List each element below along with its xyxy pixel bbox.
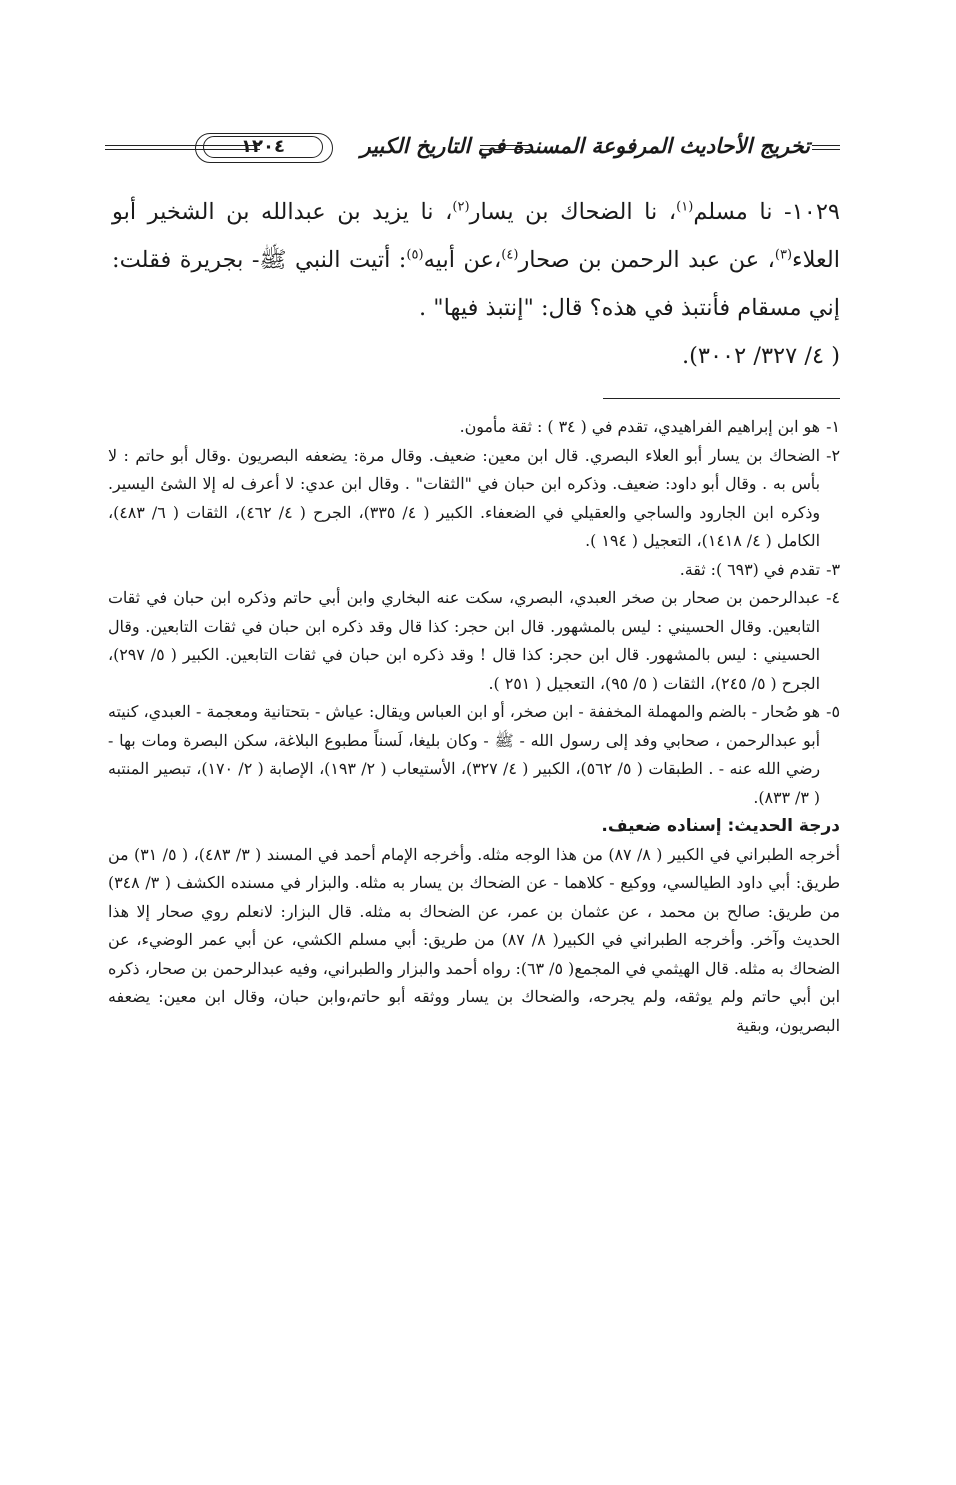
header-rule-middle: [480, 145, 530, 150]
hadith-segment: ، نا يزيد بن عبدالله بن الشخير أبو العلاء: [112, 199, 841, 273]
footnote-text: هو ابن إبراهيم الفراهيدي، تقدم في ( ٣٤ ) : ثقة مأمون.: [459, 417, 820, 436]
footnote-text: تقدم في (٦٩٣ ): ثقة.: [679, 559, 820, 579]
footnote-text: الضحاك بن يسار أبو العلاء البصري. قال ابن معين: ضعيف. وقال مرة: يضعفه البصريون .وقال أبو حاتم : لا بأس به . وقال أبو داود: ضعيف. وذكره ابن حبان في "الثقات" . وقال ابن عدي: لا أعرف له إلا الشئ اليسير. وذكره ابن الجارود والساجي والعقيلي في الضعفاء. الكبير ( ٤/ ٣٣٥)، الجرح ( ٤/ ٤٦٢)، الثقات ( ٦/ ٤٨٣)، الكامل ( ٤/ ١٤١٨)، التعجيل ( ١٩٤ ).: [108, 445, 821, 550]
footnote-item: [108, 556, 840, 585]
footnote-ref-5: (٥): [406, 247, 424, 263]
book-title: تخريج الأحاديث المرفوعة المسندة في التاريخ الكبير: [360, 134, 810, 158]
footnote-ref-3: (٣): [774, 247, 793, 263]
hadith-grade: [108, 812, 840, 841]
footnote-text: عبدالرحمن بن صحار بن صخر العبدي، البصري، سكت عنه البخاري وابن أبي حاتم وذكره ابن حبان في ثقات التابعين. وقال الحسيني : ليس بالمشهور. قال ابن حجر: كذا قال وقد ذكره ابن حبان في ثقات التابعين. وقال الحسيني : ليس بالمشهور. قال ابن حجر: كذا قال ! وقد ذكره ابن حبان في ثقات التابعين. الكبير ( ٥/ ٢٩٧)، الجرح ( ٥/ ٢٤٥)، الثقات ( ٥/ ٩٥)، التعجيل ( ٢٥١ ).: [108, 588, 820, 693]
footnote-item: [108, 584, 840, 698]
footnote-item: [108, 698, 840, 812]
hadith-number: ١٠٢٩: [791, 199, 840, 225]
footnote-label: ٥-: [826, 702, 840, 721]
hadith-segment: ،عن أبيه: [423, 247, 502, 273]
header-rule-right: [812, 145, 840, 150]
footnote-ref-1: (١): [676, 199, 694, 215]
takhrij-paragraph: أخرجه الطبراني في الكبير ( ٨/ ٨٧) من هذا الوجه مثله. وأخرجه الإمام أحمد في المسند ( ٣/ ٤٨٣)، ( ٥/ ٣١) من طريق: أبي داود الطيالسي، ووكيع - كلاهما - عن الضحاك بن يسار به مثله. والبزار في مسنده الكشف ( ٣/ ٣٤٨) من طريق: صالح بن محمد ، عن عثمان بن عمر، عن الضحاك به مثله. قال البزار: لانعلم روي صحار إلا هذا الحديث وآخر. وأخرجه الطبراني في الكبير( ٨/ ٨٧) من طريق: أبي مسلم الكشي، عن أبي عمر الوضيء، عن الضحاك به مثله. قال الهيثمي في المجمع( ٥/ ٦٣): رواه أحمد والبزار والطبراني، وفيه عبدالرحمن بن صحار، ذكره ابن أبي حاتم ولم يوثقه، ولم يجرحه، والضحاك بن يسار ووثقه أبو حاتم،وابن حبان، وقال ابن معين: يضعفه البصريون، وبقية: [108, 844, 841, 1035]
footnote-item: [108, 442, 840, 556]
hadith-text: [112, 188, 840, 380]
grade-label: درجة الحديث:: [727, 816, 840, 836]
hadith-segment: - نا مسلم: [693, 199, 792, 225]
footnote-item: [108, 413, 840, 442]
footnote-label: ٣-: [826, 559, 840, 579]
footnote-text: هو صُحار - بالضم والمهملة المخففة - ابن صخر، أو ابن العباس ويقال: عياش - بتحتانية ومعجمة - العبدي، كنيته أبو عبدالرحمن ، صحابي وفد إلى رسول الله - ﷺ - وكان بليغا، لَسناً مطبوع البلاغة، سكن البصرة ومات بها - رضي الله عنه - . الطبقات ( ٥/ ٥٦٢)، الكبير ( ٤/ ٣٢٧)، الأستيعاب ( ٢/ ١٩٣)، الإصابة ( ٢/ ١٧٠)، تبصير المنتبه ( ٣/ ٨٣٣).: [108, 702, 821, 807]
hadith-segment: ، نا الضحاك بن يسار: [469, 199, 677, 225]
footnote-ref-2: (٢): [452, 199, 470, 215]
footnote-separator: [603, 398, 840, 399]
footnote-label: ٢-: [826, 445, 840, 465]
running-header: [105, 128, 840, 168]
footnote-label: ١-: [826, 417, 840, 436]
footnote-list: [108, 413, 840, 812]
hadith-segment: ، عن عبد الرحمن بن صحار: [518, 247, 775, 273]
footnote-label: ٤-: [826, 588, 840, 607]
footnotes: [108, 413, 840, 1040]
footnote-ref-4: (٤): [501, 247, 519, 263]
hadith-segment: : أتيت النبي ﷺ- بجريرة فقلت: إني مسقام فأنتبذ في هذه؟ قال: "إنتبذ فيها" .: [112, 247, 840, 321]
hadith-paragraph: [112, 188, 840, 332]
header-rule-left: [105, 145, 260, 150]
hadith-reference: [112, 332, 840, 380]
grade-value: إسناده ضعيف.: [601, 816, 722, 836]
page-number: ١٢٠٤: [203, 136, 323, 158]
reference-citation: ( ٤/ ٣٢٧/ ٣٠٠٢).: [681, 343, 840, 369]
